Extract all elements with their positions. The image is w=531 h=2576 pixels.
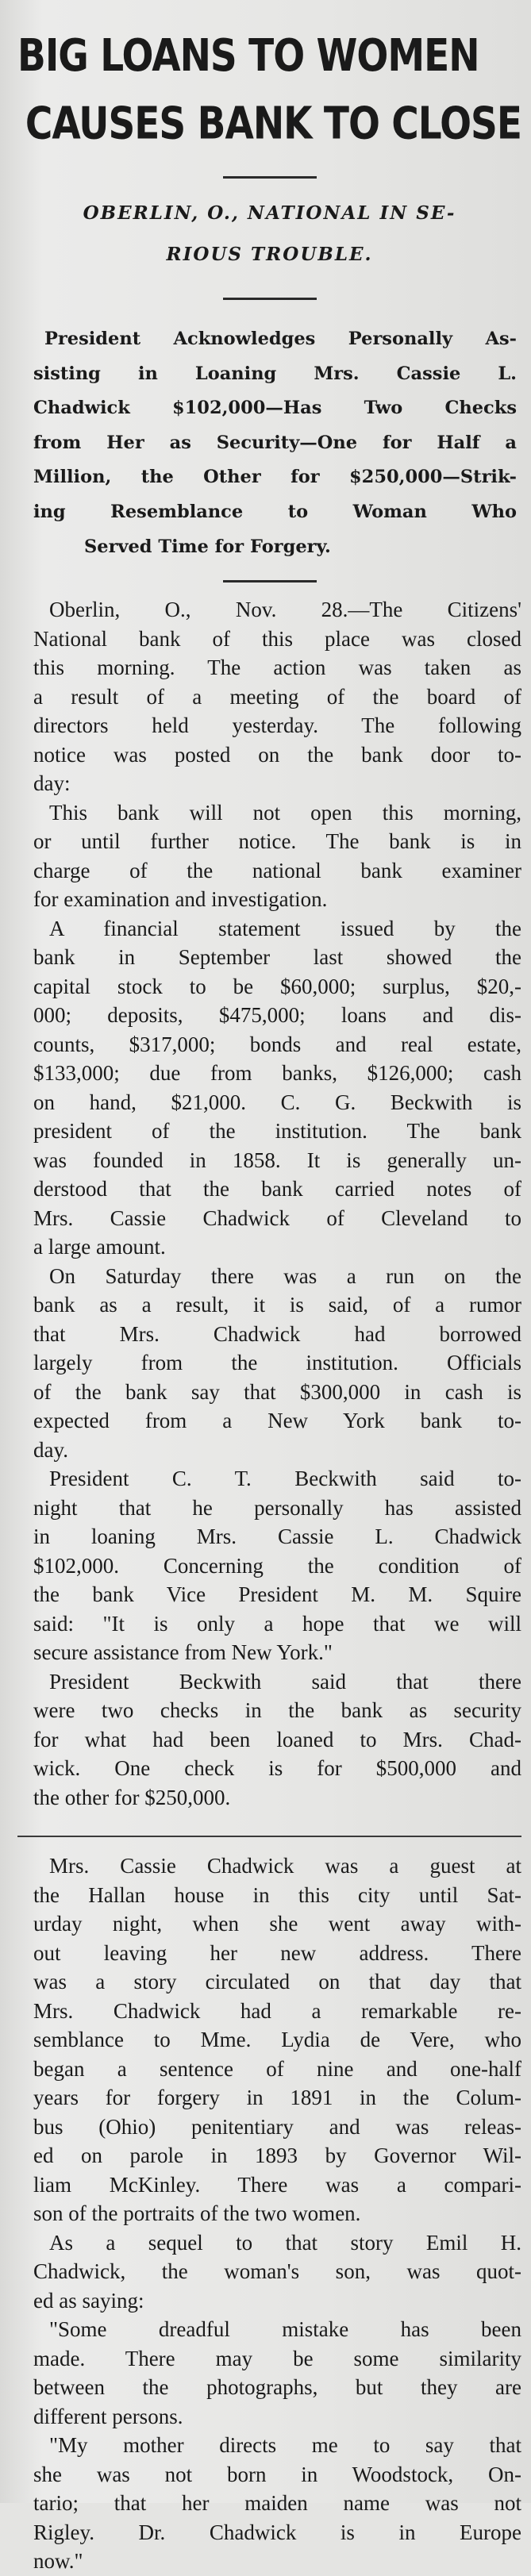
summary-deck: [22, 322, 517, 564]
article-line: wick. One check is for $500,000 and: [33, 1756, 521, 1781]
article-line: that Mrs. Chadwick had borrowed: [33, 1321, 521, 1346]
article-line: ed on parole in 1893 by Governor Wil-: [33, 2143, 521, 2168]
article-line: Rigley. Dr. Chadwick is in Europe: [33, 2520, 521, 2544]
article-line: for what had been loaned to Mrs. Chad-: [33, 1727, 521, 1751]
subheadline: [29, 193, 510, 275]
summary-deck-line: President Acknowledges Personally As-: [44, 329, 517, 349]
article-line: were two checks in the bank as security: [33, 1698, 521, 1723]
article-line: liam McKinley. There was a compari-: [33, 2172, 521, 2197]
article-paragraph: [17, 1851, 521, 2228]
article-line: the other for $250,000.: [33, 1785, 231, 1809]
article-line: for examination and investigation.: [33, 887, 328, 912]
article-line: she was not born in Woodstock, On-: [33, 2462, 521, 2486]
article-line: Mrs. Cassie Chadwick was a guest at: [49, 1854, 521, 1878]
summary-deck-line: Million, the Other for $250,000—Strik-: [33, 467, 517, 488]
article-line: tario; that her maiden name was not: [33, 2491, 521, 2516]
article-line: Mrs. Chadwick had a remarkable re-: [33, 1998, 521, 2023]
article-line: "Some dreadful mistake has been: [49, 2317, 521, 2342]
summary-deck-line: from Her as Security—One for Half a: [33, 432, 517, 453]
headline-line-2: CAUSES BANK TO CLOSE: [25, 97, 521, 150]
article-line: $102,000. Concerning the condition of: [33, 1553, 521, 1578]
summary-deck-line: ing Resemblance to Woman Who: [33, 501, 517, 522]
subheadline-line-2: RIOUS TROUBLE.: [166, 244, 373, 265]
article-line: a result of a meeting of the board of: [33, 684, 521, 709]
article-line: on hand, $21,000. C. G. Beckwith is: [33, 1090, 521, 1114]
article-line: 000; deposits, $475,000; loans and dis-: [33, 1003, 521, 1028]
article-line: night that he personally has assisted: [33, 1495, 521, 1520]
article-line: of the bank say that $300,000 in cash is: [33, 1379, 521, 1404]
article-line: years for forgery in 1891 in the Colum-: [33, 2086, 521, 2110]
article-body-part-2: [17, 1851, 521, 2576]
article-line: urday night, when she went away with-: [33, 1912, 521, 1936]
article-line: made. There may be some similarity: [33, 2346, 521, 2370]
article-line: National bank of this place was closed: [33, 626, 521, 651]
article-line: president of the institution. The bank: [33, 1119, 521, 1144]
article-line: "My mother directs me to say that: [49, 2433, 521, 2458]
article-line: A financial statement issued by the: [49, 916, 521, 940]
article-line: President Beckwith said that there: [49, 1669, 521, 1694]
article-line: day:: [33, 771, 71, 796]
article-line: out leaving her new address. There: [33, 1940, 521, 1965]
divider-rule: [223, 580, 317, 582]
article-line: expected from a New York bank to-: [33, 1409, 521, 1433]
article-line: directors held yesterday. The following: [33, 713, 521, 738]
article-paragraph: [17, 595, 521, 798]
article-line: notice was posted on the bank door to-: [33, 742, 521, 767]
article-line: Mrs. Cassie Chadwick of Cleveland to: [33, 1205, 521, 1230]
article-paragraph: [17, 1667, 521, 1813]
headline-line-1: BIG LOANS TO WOMEN: [17, 29, 479, 83]
article-line: This bank will not open this morning,: [49, 800, 521, 825]
divider-rule: [223, 176, 317, 179]
article-line: President C. T. Beckwith said to-: [49, 1467, 521, 1491]
article-line: Oberlin, O., Nov. 28.—The Citizens': [49, 598, 521, 622]
article-line: now.": [33, 2549, 83, 2574]
article-line: bank as a result, it is said, of a rumor: [33, 1293, 521, 1317]
article-line: son of the portraits of the two women.: [33, 2201, 361, 2226]
article-body-part-1: [17, 595, 521, 1812]
article-paragraph: [17, 1262, 521, 1465]
article-line: ed as saying:: [33, 2288, 144, 2313]
article-line: counts, $317,000; bonds and real estate,: [33, 1032, 521, 1056]
article-line: or until further notice. The bank is in: [33, 829, 521, 854]
article-line: was a story circulated on that day that: [33, 1970, 521, 1994]
article-line: bank in September last showed the: [33, 945, 521, 970]
summary-deck-line: Served Time for Forgery.: [84, 536, 331, 557]
article-line: $133,000; due from banks, $126,000; cash: [33, 1061, 521, 1086]
section-separator-rule: [17, 1836, 521, 1837]
article-line: the bank Vice President M. M. Squire: [33, 1582, 521, 1607]
article-line: largely from the institution. Officials: [33, 1351, 521, 1375]
article-line: in loaning Mrs. Cassie L. Chadwick: [33, 1524, 521, 1549]
summary-deck-line: Chadwick $102,000—Has Two Checks: [33, 398, 517, 419]
article-paragraph: [17, 2228, 521, 2316]
article-line: semblance to Mme. Lydia de Vere, who: [33, 2028, 521, 2052]
article-line: charge of the national bank examiner: [33, 858, 521, 882]
article-paragraph: [17, 914, 521, 1262]
article-line: between the photographs, but they are: [33, 2375, 521, 2400]
article-line: a large amount.: [33, 1235, 166, 1259]
article-line: the Hallan house in this city until Sat-: [33, 1882, 521, 1907]
article-line: day.: [33, 1437, 68, 1462]
article-paragraph: [17, 2315, 521, 2431]
article-paragraph: [17, 798, 521, 914]
article-line: Chadwick, the woman's son, was quot-: [33, 2259, 521, 2284]
article-line: this morning. The action was taken as: [33, 656, 521, 680]
article-paragraph: [17, 2431, 521, 2576]
article-line: On Saturday there was a run on the: [49, 1263, 521, 1288]
article-line: capital stock to be $60,000; surplus, $20,-: [33, 974, 521, 998]
article-line: secure assistance from New York.": [33, 1640, 333, 1665]
subheadline-line-1: OBERLIN, O., NATIONAL IN SE-: [83, 202, 456, 224]
article-line: said: "It is only a hope that we will: [33, 1611, 521, 1636]
article-line: As a sequel to that story Emil H.: [49, 2230, 521, 2255]
article-line: bus (Ohio) penitentiary and was releas-: [33, 2114, 521, 2139]
divider-rule: [223, 298, 317, 300]
article-paragraph: [17, 1464, 521, 1667]
article-line: began a sentence of nine and one-half: [33, 2056, 521, 2081]
article-line: different persons.: [33, 2404, 183, 2428]
article-line: was founded in 1858. It is generally un-: [33, 1148, 521, 1172]
summary-deck-line: sisting in Loaning Mrs. Cassie L.: [33, 363, 517, 384]
article-line: derstood that the bank carried notes of: [33, 1177, 521, 1201]
